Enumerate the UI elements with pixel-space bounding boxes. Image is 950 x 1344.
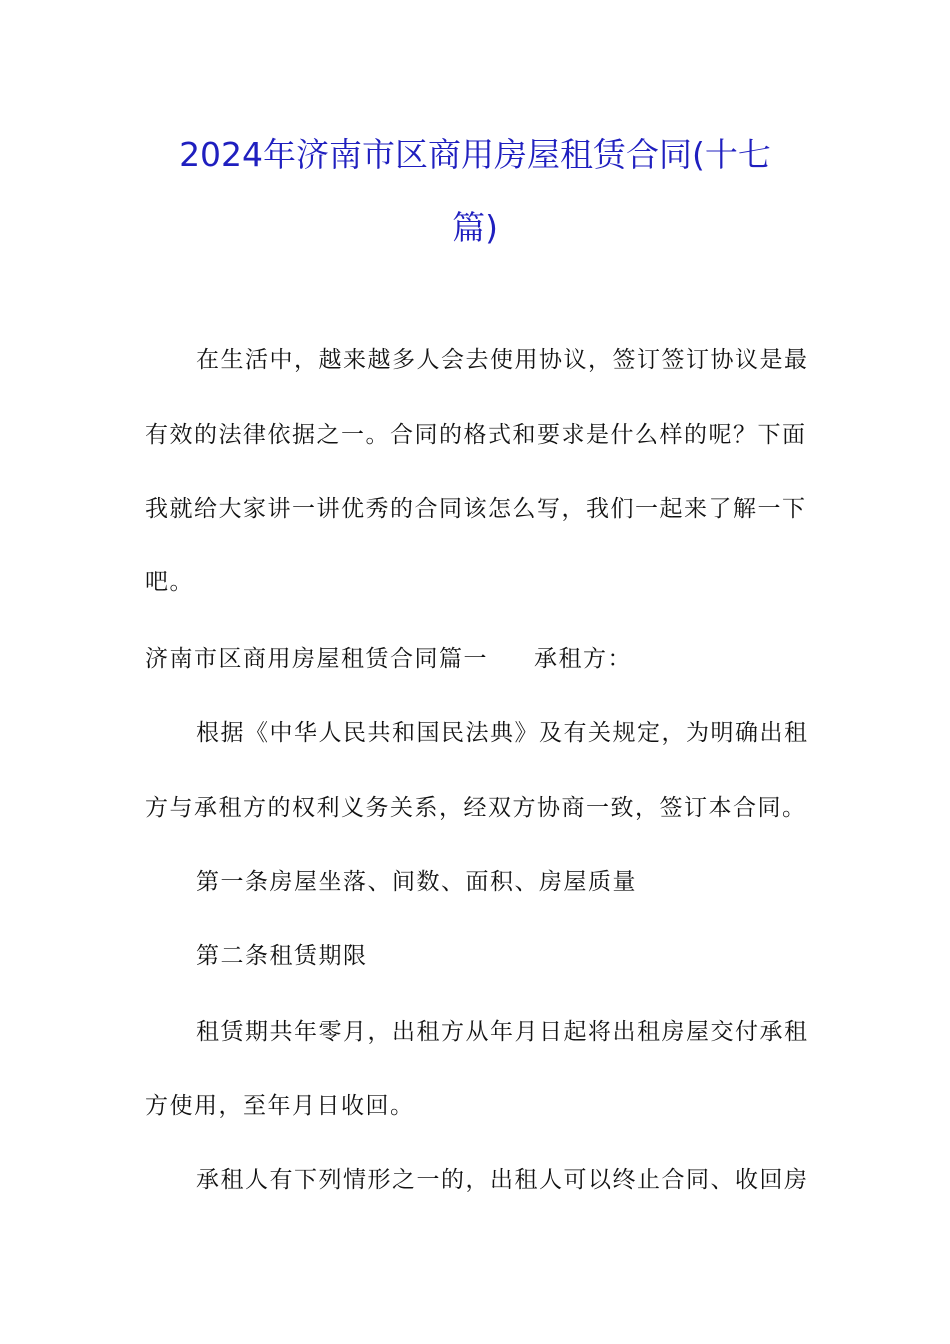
intro-line-3: 我就给大家讲一讲优秀的合同该怎么写，我们一起来了解一下 (145, 496, 807, 522)
term-line-2: 方使用，至年月日收回。 (145, 1093, 415, 1119)
intro-line-1: 在生活中，越来越多人会去使用协议，签订签订协议是最 (196, 347, 809, 373)
basis-line-2: 方与承租方的权利义务关系，经双方协商一致，签订本合同。 (145, 795, 807, 821)
article-2-heading: 第二条租赁期限 (196, 943, 368, 969)
section-heading-line (145, 644, 805, 674)
basis-line-1: 根据《中华人民共和国民法典》及有关规定，为明确出租 (196, 720, 809, 746)
section-party-label: 承租方： (534, 646, 632, 672)
article-1-heading: 第一条房屋坐落、间数、面积、房屋质量 (196, 869, 637, 895)
intro-line-4: 吧。 (145, 569, 194, 595)
term-line-1: 租赁期共年零月，出租方从年月日起将出租房屋交付承租 (196, 1019, 809, 1045)
document-title-line-2: 篇) (452, 208, 498, 247)
section-heading: 济南市区商用房屋租赁合同篇一 (145, 646, 488, 672)
document-title-line-1: 2024年济南市区商用房屋租赁合同(十七 (179, 135, 771, 174)
intro-line-2: 有效的法律依据之一。合同的格式和要求是什么样的呢？下面 (145, 422, 807, 448)
termination-line-1: 承租人有下列情形之一的，出租人可以终止合同、收回房 (196, 1167, 809, 1193)
